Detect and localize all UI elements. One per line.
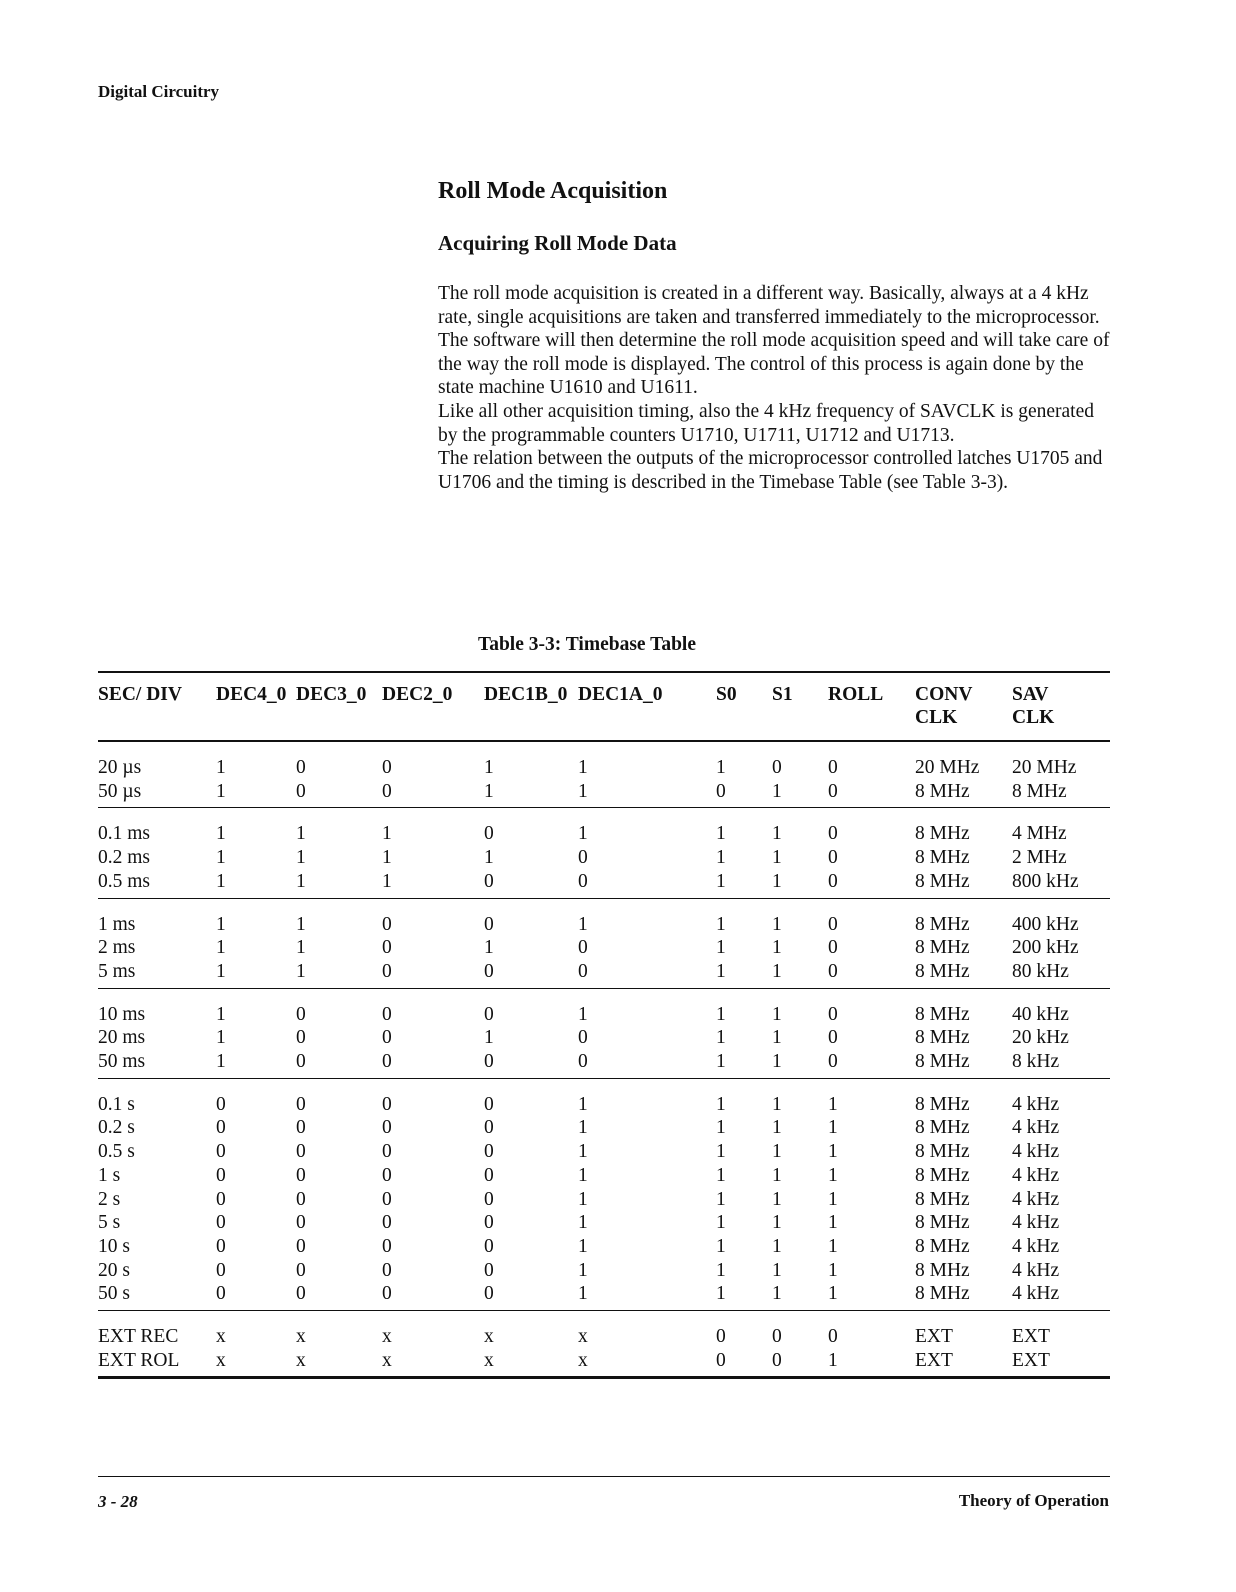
table-cell: EXT xyxy=(1012,1326,1050,1348)
table-cell: 1 xyxy=(578,780,588,802)
table-cell: 0 xyxy=(216,1164,226,1186)
table-cell: 0 xyxy=(484,1141,494,1163)
table-cell: 8 MHz xyxy=(915,1141,970,1163)
table-row xyxy=(98,1116,1110,1140)
table-cell: x xyxy=(382,1349,392,1371)
footer-section-title: Theory of Operation xyxy=(958,1491,1109,1510)
table-cell: 0 xyxy=(296,1259,306,1281)
table-cell: 1 xyxy=(578,823,588,845)
table-cell: 1 xyxy=(772,1283,782,1305)
table-cell: 4 kHz xyxy=(1012,1188,1060,1210)
table-cell: 1 xyxy=(484,847,494,869)
section-title: Roll Mode Acquisition xyxy=(438,178,668,204)
table-cell: 1 xyxy=(772,1212,782,1234)
table-cell: 0 xyxy=(382,1235,392,1257)
table-cell: 1 xyxy=(716,1188,726,1210)
table-cell: 1 xyxy=(772,960,782,982)
table-cell: 0 xyxy=(382,1164,392,1186)
table-row xyxy=(98,1188,1110,1212)
table-cell: 8 MHz xyxy=(915,1283,970,1305)
table-row-group xyxy=(98,808,1110,898)
table-cell: 8 MHz xyxy=(915,847,970,869)
table-cell: 800 kHz xyxy=(1012,870,1079,892)
table-cell: 0 xyxy=(578,1027,588,1049)
table-cell: 0 xyxy=(772,1349,782,1371)
table-cell: 0 xyxy=(578,870,588,892)
table-cell: 1 xyxy=(772,870,782,892)
table-cell: 1 xyxy=(716,1283,726,1305)
table-row xyxy=(98,1235,1110,1259)
column-header: SAV CLK xyxy=(1012,672,1110,741)
table-cell: 2 MHz xyxy=(1012,847,1067,869)
table-row xyxy=(98,808,1110,846)
table-cell: 8 MHz xyxy=(915,1003,970,1025)
table-cell: 1 xyxy=(772,937,782,959)
table-cell: 1 xyxy=(716,1027,726,1049)
table-cell: 0 xyxy=(484,960,494,982)
table-cell: 1 xyxy=(716,913,726,935)
table-cell: 1 xyxy=(716,847,726,869)
table-cell: 0 xyxy=(828,1027,838,1049)
table-cell: 8 MHz xyxy=(1012,780,1067,802)
table-cell: 0 xyxy=(484,1283,494,1305)
table-cell: 4 kHz xyxy=(1012,1283,1060,1305)
table-cell: 1 xyxy=(716,1259,726,1281)
table-cell: 0 xyxy=(216,1235,226,1257)
table-cell: 1 xyxy=(772,847,782,869)
table-row xyxy=(98,1282,1110,1310)
table-cell: 1 s xyxy=(98,1164,121,1186)
table-cell: 0 xyxy=(216,1259,226,1281)
table-row xyxy=(98,1164,1110,1188)
column-header: CONV CLK xyxy=(915,672,1012,741)
table-cell: x xyxy=(484,1326,494,1348)
table-cell: 1 xyxy=(382,870,392,892)
table-cell: 1 xyxy=(216,1051,226,1073)
table-cell: 5 ms xyxy=(98,960,136,982)
table-cell: 0 xyxy=(578,1051,588,1073)
table-row-group xyxy=(98,1078,1110,1310)
table-cell: 1 xyxy=(578,1117,588,1139)
table-cell: 8 MHz xyxy=(915,913,970,935)
table-cell: EXT xyxy=(915,1349,953,1371)
table-cell: 0 xyxy=(578,960,588,982)
table-cell: 0 xyxy=(484,823,494,845)
table-cell: 20 MHz xyxy=(915,757,980,778)
column-header: DEC4_0 xyxy=(216,672,296,741)
table-cell: 1 xyxy=(772,1164,782,1186)
table-cell: 1 xyxy=(772,1188,782,1210)
paragraph: Like all other acquisition timing, also the 4 kHz frequency of SAVCLK is generated by the programmable counters U1710, U1711, U1712 and U1713. xyxy=(438,400,1094,446)
table-cell: x xyxy=(382,1326,392,1348)
table-cell: 0.1 s xyxy=(98,1093,135,1115)
table-cell: 4 MHz xyxy=(1012,823,1067,845)
table-cell: 1 xyxy=(578,1259,588,1281)
table-cell: 10 ms xyxy=(98,1003,146,1025)
table-cell: 1 xyxy=(828,1188,838,1210)
table-cell: 1 xyxy=(716,1117,726,1139)
table-cell: 1 xyxy=(828,1093,838,1115)
table-cell: 0 xyxy=(828,960,838,982)
table-cell: 8 MHz xyxy=(915,1212,970,1234)
table-cell: 50 µs xyxy=(98,780,142,802)
footer-divider xyxy=(98,1476,1110,1477)
table-cell: 0 xyxy=(828,913,838,935)
table-cell: 0 xyxy=(828,1003,838,1025)
table-cell: 1 xyxy=(216,823,226,845)
table-cell: 0 xyxy=(716,780,726,802)
table-cell: 4 kHz xyxy=(1012,1164,1060,1186)
table-cell: 1 xyxy=(772,823,782,845)
table-row xyxy=(98,1259,1110,1283)
table-cell: 0 xyxy=(382,1259,392,1281)
table-cell: 4 kHz xyxy=(1012,1093,1060,1115)
table-cell: 1 xyxy=(716,960,726,982)
column-header: DEC1A_0 xyxy=(578,672,716,741)
table-row xyxy=(98,1311,1110,1349)
table-cell: 1 xyxy=(772,780,782,802)
table-cell: 0 xyxy=(216,1283,226,1305)
table-cell: 0 xyxy=(296,1093,306,1115)
table-cell: 0 xyxy=(828,1051,838,1073)
table-cell: 1 xyxy=(828,1117,838,1139)
table-cell: 0 xyxy=(296,1212,306,1234)
table-cell: 1 xyxy=(216,780,226,802)
column-header: ROLL xyxy=(828,672,915,741)
table-row-group xyxy=(98,988,1110,1078)
table-cell: 0 xyxy=(828,780,838,802)
table-row xyxy=(98,1140,1110,1164)
table-cell: 0 xyxy=(828,870,838,892)
table-cell: 0 xyxy=(296,1188,306,1210)
table-cell: 1 xyxy=(772,1141,782,1163)
table-cell: 0 xyxy=(484,1212,494,1234)
table-cell: 40 kHz xyxy=(1012,1003,1069,1025)
table-cell: 1 xyxy=(772,1093,782,1115)
table-cell: EXT ROL xyxy=(98,1349,180,1371)
table-cell: 1 xyxy=(216,1027,226,1049)
table-cell: 0 xyxy=(382,1027,392,1049)
table-cell: 1 xyxy=(716,757,726,778)
table-cell: 0 xyxy=(828,757,838,778)
table-cell: 8 MHz xyxy=(915,1117,970,1139)
table-row xyxy=(98,1078,1110,1116)
table-cell: 0.2 s xyxy=(98,1117,135,1139)
table-cell: 50 s xyxy=(98,1283,130,1305)
table-cell: 1 xyxy=(716,1235,726,1257)
table-cell: 0 xyxy=(382,960,392,982)
table-cell: 0 xyxy=(382,1188,392,1210)
table-cell: 0 xyxy=(484,1235,494,1257)
table-cell: 20 µs xyxy=(98,757,142,778)
table-cell: 0 xyxy=(484,1093,494,1115)
table-cell: 0 xyxy=(382,1051,392,1073)
table-cell: 1 xyxy=(772,1003,782,1025)
table-cell: 2 s xyxy=(98,1188,121,1210)
table-cell: 0 xyxy=(382,937,392,959)
table-cell: 1 xyxy=(716,823,726,845)
table-cell: 4 kHz xyxy=(1012,1141,1060,1163)
column-header: S1 xyxy=(772,672,828,741)
column-header: DEC1B_0 xyxy=(484,672,578,741)
table-cell: 0 xyxy=(382,1093,392,1115)
table-cell: 1 xyxy=(382,823,392,845)
table-cell: 8 kHz xyxy=(1012,1051,1060,1073)
table-row xyxy=(98,960,1110,988)
table-cell: 1 xyxy=(716,937,726,959)
table-cell: 1 xyxy=(216,1003,226,1025)
table-header-row xyxy=(98,672,1110,741)
table-cell: 0 xyxy=(216,1212,226,1234)
table-cell: 1 xyxy=(772,1235,782,1257)
table-cell: 0.5 ms xyxy=(98,870,151,892)
table-cell: 0 xyxy=(382,1117,392,1139)
table-cell: 8 MHz xyxy=(915,870,970,892)
table-cell: 1 xyxy=(216,960,226,982)
table-cell: 1 xyxy=(216,870,226,892)
table-cell: 1 xyxy=(716,1093,726,1115)
table-cell: x xyxy=(296,1326,306,1348)
table-row xyxy=(98,741,1110,780)
column-header: DEC2_0 xyxy=(382,672,484,741)
table-cell: 8 MHz xyxy=(915,1188,970,1210)
table-row-group xyxy=(98,1311,1110,1378)
table-cell: 20 ms xyxy=(98,1027,146,1049)
table-row-group xyxy=(98,898,1110,988)
table-cell: 0 xyxy=(484,1117,494,1139)
table-cell: 0 xyxy=(216,1117,226,1139)
table-cell: 1 xyxy=(578,1164,588,1186)
table-row-group xyxy=(98,741,1110,808)
table-cell: 4 kHz xyxy=(1012,1259,1060,1281)
table-cell: 1 xyxy=(216,913,226,935)
table-row xyxy=(98,1026,1110,1050)
table-row xyxy=(98,936,1110,960)
table-cell: 1 xyxy=(716,1051,726,1073)
table-cell: 1 xyxy=(578,1003,588,1025)
table-cell: 0 xyxy=(828,1326,838,1348)
table-cell: 8 MHz xyxy=(915,823,970,845)
table-cell: x xyxy=(484,1349,494,1371)
table-cell: 1 xyxy=(716,1003,726,1025)
table-cell: 1 xyxy=(296,870,306,892)
table-cell: 1 xyxy=(772,1051,782,1073)
table-cell: 1 xyxy=(484,757,494,778)
table-cell: 1 xyxy=(296,823,306,845)
table-cell: 0 xyxy=(216,1141,226,1163)
column-header: SEC/ DIV xyxy=(98,672,216,741)
table-cell: 0 xyxy=(484,913,494,935)
table-cell: x xyxy=(578,1326,588,1348)
table-cell: 8 MHz xyxy=(915,1235,970,1257)
table-cell: 5 s xyxy=(98,1212,121,1234)
table-cell: 1 xyxy=(828,1141,838,1163)
table-cell: 1 xyxy=(382,847,392,869)
table-row xyxy=(98,780,1110,808)
table-cell: 20 kHz xyxy=(1012,1027,1069,1049)
table-cell: 50 ms xyxy=(98,1051,146,1073)
table-cell: 0 xyxy=(772,1326,782,1348)
table-cell: 0 xyxy=(484,1188,494,1210)
table-cell: 1 xyxy=(578,1188,588,1210)
table-cell: 0 xyxy=(828,937,838,959)
body-text xyxy=(438,282,1118,494)
table-cell: 8 MHz xyxy=(915,960,970,982)
table-cell: 0 xyxy=(828,823,838,845)
table-cell: 1 xyxy=(828,1212,838,1234)
table-cell: 4 kHz xyxy=(1012,1117,1060,1139)
table-cell: 0 xyxy=(716,1349,726,1371)
table-cell: 0 xyxy=(382,1212,392,1234)
timebase-table xyxy=(98,671,1110,1379)
table-cell: 1 xyxy=(578,1283,588,1305)
table-cell: 1 xyxy=(484,1027,494,1049)
table-cell: 0 xyxy=(382,757,392,778)
table-cell: 0 xyxy=(296,1117,306,1139)
table-cell: 1 xyxy=(828,1259,838,1281)
table-cell: 1 xyxy=(296,847,306,869)
table-cell: 1 xyxy=(484,780,494,802)
table-cell: 200 kHz xyxy=(1012,937,1079,959)
table-cell: x xyxy=(216,1326,226,1348)
table-cell: 8 MHz xyxy=(915,1051,970,1073)
table-cell: 0 xyxy=(296,1283,306,1305)
table-cell: 0 xyxy=(296,1027,306,1049)
table-cell: 8 MHz xyxy=(915,1027,970,1049)
table-cell: 0 xyxy=(772,757,782,778)
table-cell: 4 kHz xyxy=(1012,1212,1060,1234)
table-row xyxy=(98,898,1110,936)
table-caption: Table 3-3: Timebase Table xyxy=(478,634,696,655)
table-cell: 1 xyxy=(828,1283,838,1305)
subsection-title: Acquiring Roll Mode Data xyxy=(438,231,677,255)
table-cell: 1 xyxy=(828,1235,838,1257)
table-cell: 0 xyxy=(382,1283,392,1305)
table-cell: 0 xyxy=(484,870,494,892)
table-cell: 1 xyxy=(578,1141,588,1163)
table-cell: 1 xyxy=(484,937,494,959)
table-cell: 1 xyxy=(216,847,226,869)
table-cell: 1 xyxy=(828,1349,838,1371)
table-cell: 1 xyxy=(296,937,306,959)
table-cell: x xyxy=(578,1349,588,1371)
table-cell: 4 kHz xyxy=(1012,1235,1060,1257)
table-cell: 1 ms xyxy=(98,913,136,935)
table-cell: 0 xyxy=(296,757,306,778)
table-cell: 0 xyxy=(828,847,838,869)
table-cell: 1 xyxy=(296,913,306,935)
table-cell: 0 xyxy=(382,1003,392,1025)
table-cell: 1 xyxy=(772,1027,782,1049)
table-cell: 8 MHz xyxy=(915,1259,970,1281)
table-cell: 1 xyxy=(772,1259,782,1281)
table-cell: 0 xyxy=(296,1164,306,1186)
table-cell: 0.5 s xyxy=(98,1141,135,1163)
table-cell: 1 xyxy=(216,937,226,959)
table-cell: 1 xyxy=(716,1212,726,1234)
table-cell: EXT xyxy=(1012,1349,1050,1371)
table-row xyxy=(98,1349,1110,1378)
table-row xyxy=(98,1050,1110,1078)
table-cell: 0 xyxy=(484,1003,494,1025)
table-cell: 400 kHz xyxy=(1012,913,1079,935)
table-cell: 20 MHz xyxy=(1012,757,1077,778)
table-cell: x xyxy=(296,1349,306,1371)
table-cell: 0 xyxy=(296,1051,306,1073)
table-cell: 1 xyxy=(578,757,588,778)
table-cell: 0 xyxy=(216,1093,226,1115)
page-number: 3 - 28 xyxy=(98,1492,138,1511)
table-row xyxy=(98,846,1110,870)
table-cell: 0 xyxy=(578,937,588,959)
table-cell: 8 MHz xyxy=(915,937,970,959)
table-cell: 1 xyxy=(716,870,726,892)
table-cell: 1 xyxy=(716,1141,726,1163)
table-cell: EXT REC xyxy=(98,1326,179,1348)
column-header: S0 xyxy=(716,672,772,741)
table-cell: 2 ms xyxy=(98,937,136,959)
table-cell: 0 xyxy=(296,1003,306,1025)
table-cell: 0 xyxy=(296,1235,306,1257)
table-cell: 1 xyxy=(578,913,588,935)
table-row xyxy=(98,870,1110,898)
table-cell: 0 xyxy=(296,1141,306,1163)
table-cell: 1 xyxy=(772,1117,782,1139)
running-head: Digital Circuitry xyxy=(98,82,220,101)
table-cell: 1 xyxy=(578,1235,588,1257)
table-cell: 0 xyxy=(382,913,392,935)
table-cell: 1 xyxy=(216,757,226,778)
table-cell: 1 xyxy=(772,913,782,935)
table-cell: 1 xyxy=(828,1164,838,1186)
table-cell: 8 MHz xyxy=(915,1093,970,1115)
table-cell: 10 s xyxy=(98,1235,130,1257)
table-cell: 1 xyxy=(296,960,306,982)
table-cell: 1 xyxy=(578,1093,588,1115)
table-cell: 0 xyxy=(578,847,588,869)
table-row xyxy=(98,988,1110,1026)
table-cell: 0 xyxy=(382,1141,392,1163)
table-cell: 0.1 ms xyxy=(98,823,151,845)
table-cell: EXT xyxy=(915,1326,953,1348)
table-cell: 1 xyxy=(578,1212,588,1234)
table-row xyxy=(98,1211,1110,1235)
paragraph: The roll mode acquisition is created in a different way. Basically, always at a 4 kHz rate, single acquisitions are taken and transferred immediately to the microprocessor. The software will then determine the roll mode acquisition speed and will take care of the way the roll mode is displayed. The control of this process is again done by the state machine U1610 and U1611. xyxy=(438,283,1110,399)
table-cell: 8 MHz xyxy=(915,780,970,802)
table-cell: 0 xyxy=(484,1051,494,1073)
table-cell: 0.2 ms xyxy=(98,847,151,869)
table-cell: 80 kHz xyxy=(1012,960,1069,982)
table-cell: 0 xyxy=(382,780,392,802)
table-cell: 20 s xyxy=(98,1259,130,1281)
table-cell: 0 xyxy=(484,1164,494,1186)
table-cell: 1 xyxy=(716,1164,726,1186)
table-cell: 0 xyxy=(216,1188,226,1210)
table-cell: 8 MHz xyxy=(915,1164,970,1186)
column-header: DEC3_0 xyxy=(296,672,382,741)
table-cell: 0 xyxy=(484,1259,494,1281)
table-cell: x xyxy=(216,1349,226,1371)
table-cell: 0 xyxy=(716,1326,726,1348)
paragraph: The relation between the outputs of the microprocessor controlled latches U1705 and U1706 and the timing is described in the Timebase Table (see Table 3-3). xyxy=(438,448,1103,493)
table-cell: 0 xyxy=(296,780,306,802)
